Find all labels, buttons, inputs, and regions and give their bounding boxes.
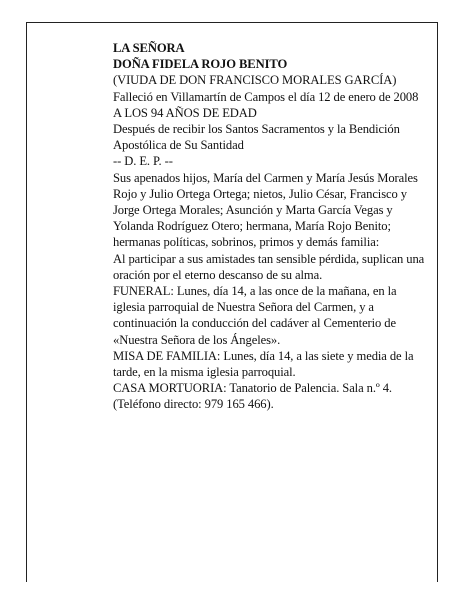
funeral-info: FUNERAL: Lunes, día 14, a las once de la mañana, en la iglesia parroquial de Nuestra Señora del Carmen, y a continuación la conducción del cadáver al Cementerio de «Nuestra Señora de los Ángeles». — [113, 284, 397, 347]
family-mass-info: MISA DE FAMILIA: Lunes, día 14, a las siete y media de la tarde, en la misma iglesia parroquial. — [113, 348, 414, 380]
widow-note: (VIUDA DE DON FRANCISCO MORALES GARCÍA) — [113, 73, 397, 88]
heading-title: LA SEÑORA — [113, 41, 185, 55]
rip-line: -- D. E. P. -- — [113, 154, 173, 169]
deceased-name: DOÑA FIDELA ROJO BENITO — [113, 57, 288, 72]
sacraments-line: Después de recibir los Santos Sacramentos y la Bendición Apostólica de Su Santidad — [113, 122, 400, 153]
age-line: A LOS 94 AÑOS DE EDAD — [113, 105, 257, 120]
prayer-request: Al participar a sus amistades tan sensible pérdida, suplican una oración por el eterno descanso de su alma. — [113, 251, 425, 282]
funeral-home-info: CASA MORTUORIA: Tanatorio de Palencia. Sala n.º 4. (Teléfono directo: 979 165 466). — [113, 381, 392, 412]
obituary-text — [113, 40, 427, 413]
death-notice: Falleció en Villamartín de Campos el día 12 de enero de 2008 — [113, 89, 419, 104]
family-list: Sus apenados hijos, María del Carmen y María Jesús Morales Rojo y Julio Ortega Ortega; nietos, Julio César, Francisco y Jorge Ortega Morales; Asunción y Marta García Vegas y Yolanda Rodríguez Otero; hermana, María Rojo Benito; hermanas políticas, sobrinos, primos y demás familia: — [113, 170, 418, 250]
